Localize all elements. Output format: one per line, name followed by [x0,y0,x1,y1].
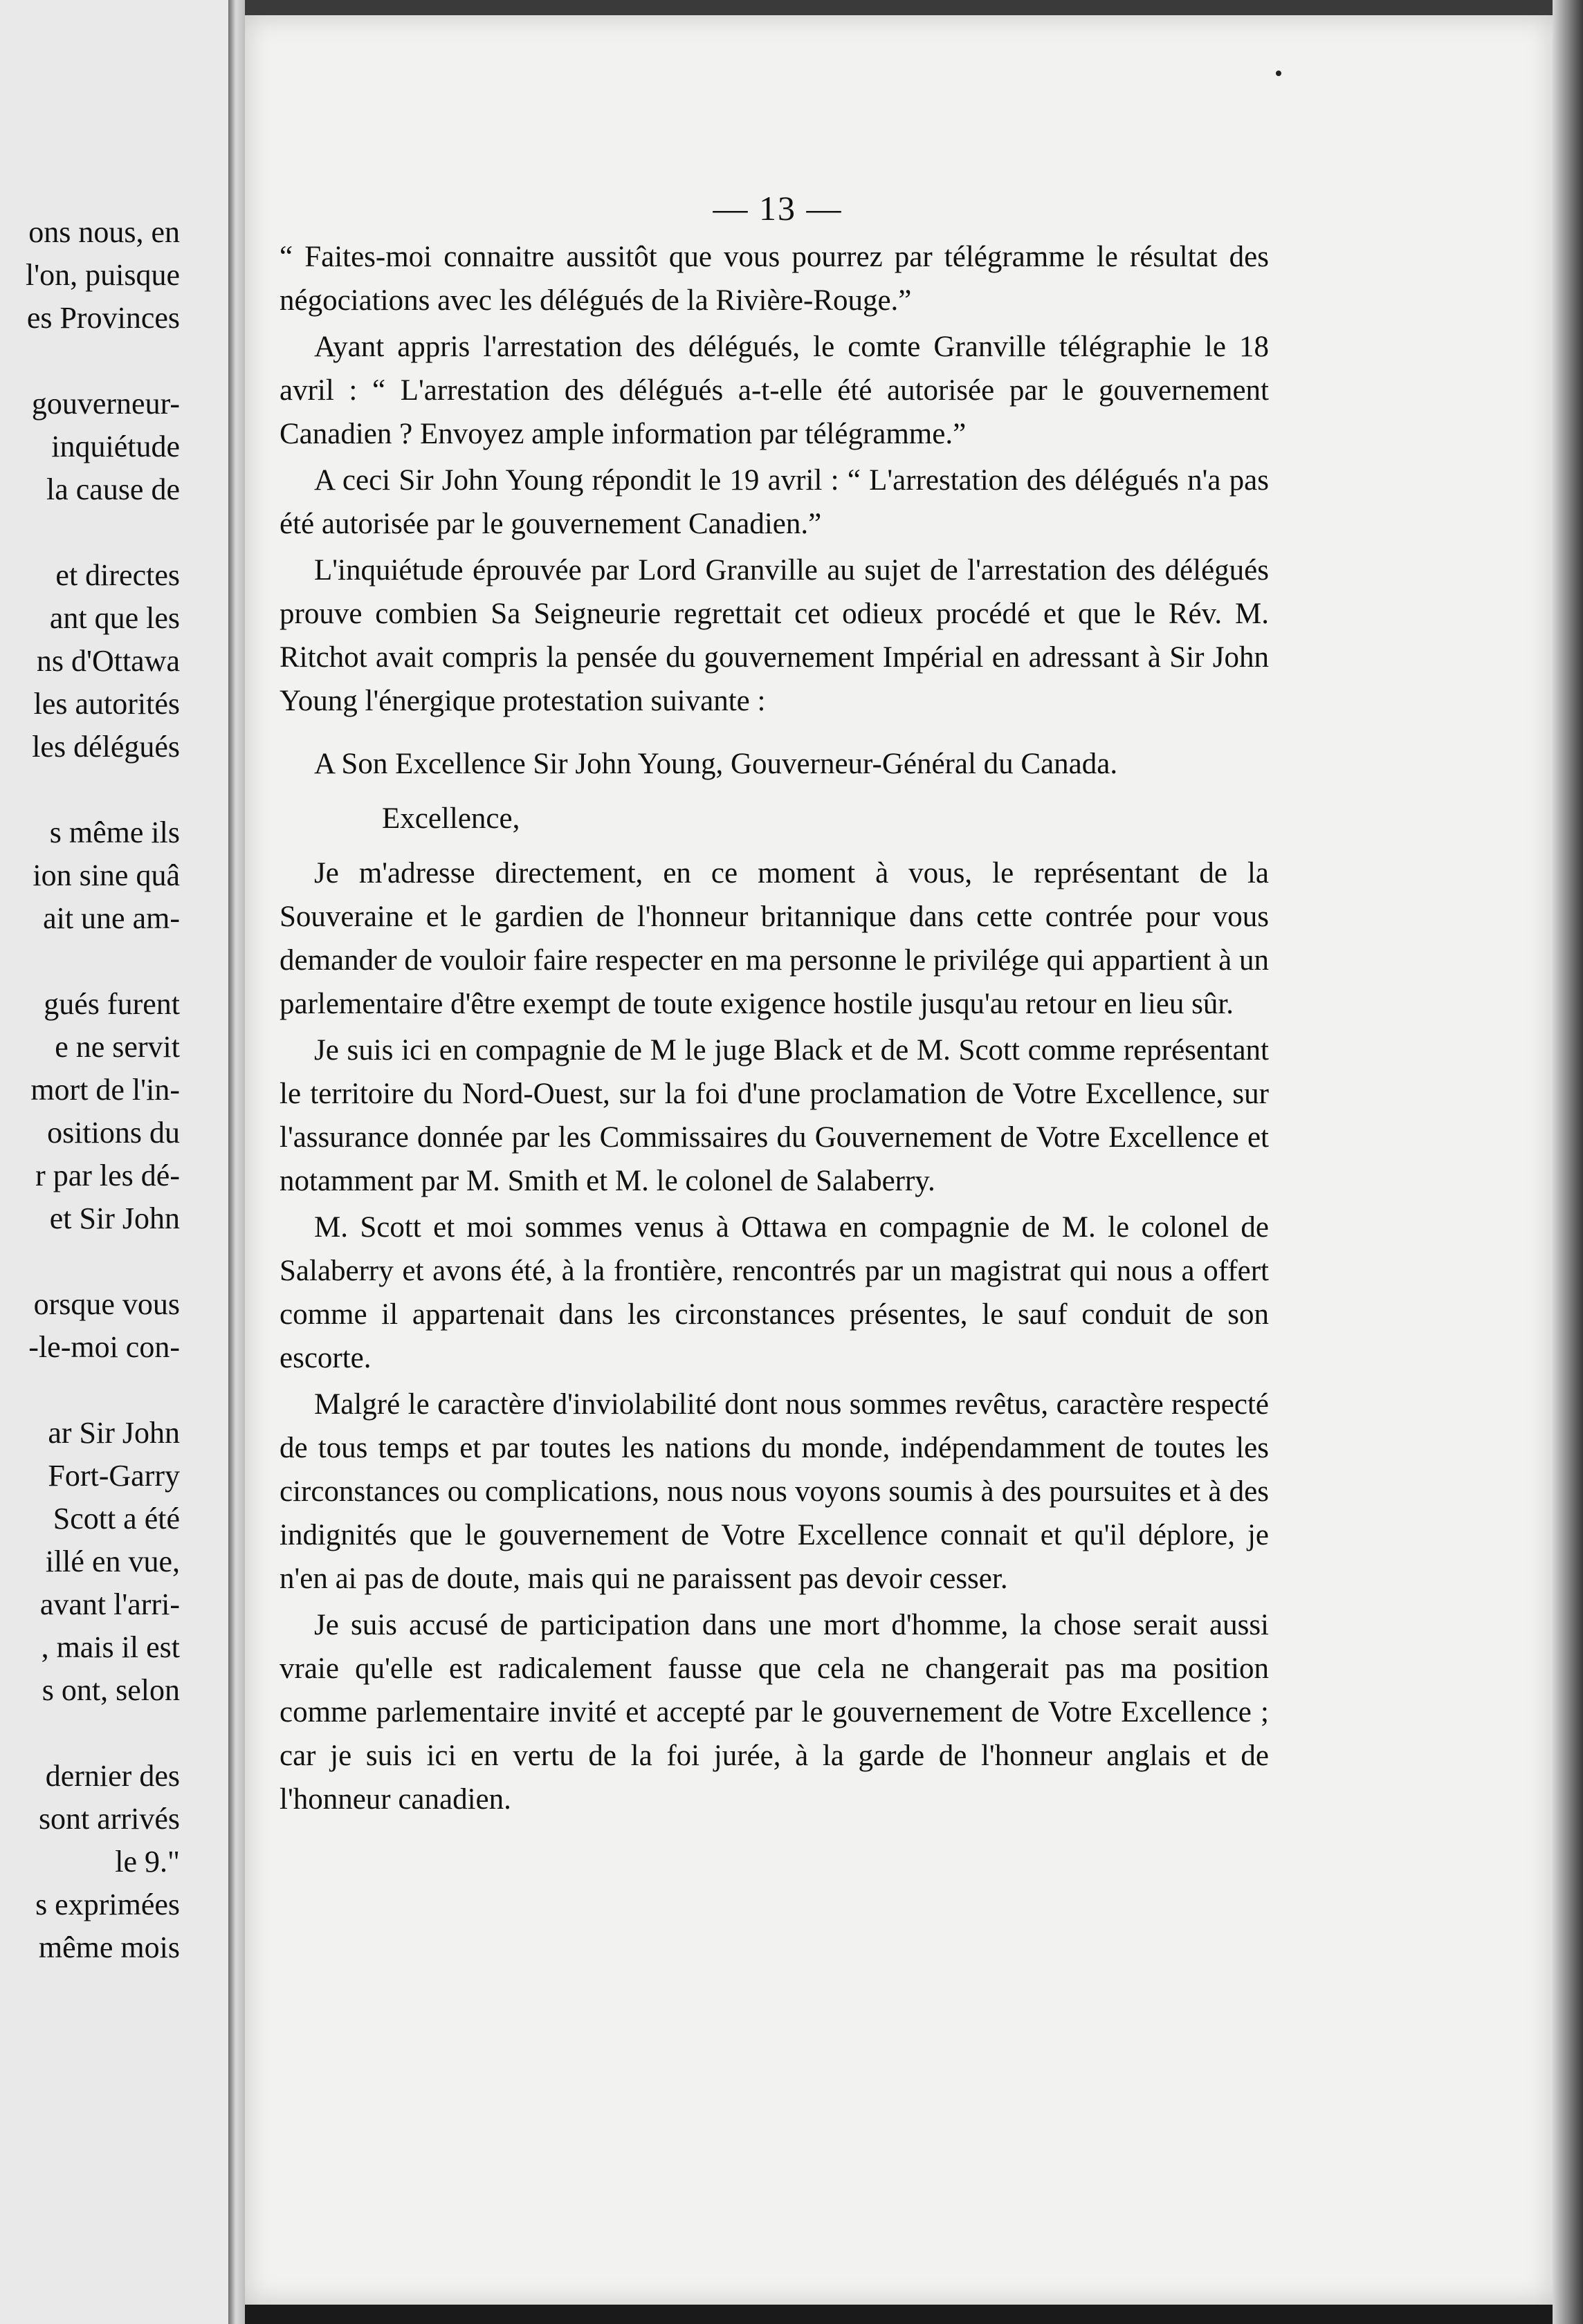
paragraph: “ Faites-moi connaitre aussitôt que vous pourrez par télégramme le résultat des négociations avec les délégués de la Rivière-Rouge.” [280,241,1269,317]
left-page-line: avant l'arri- [39,1587,180,1621]
left-page-line: Fort-Garry [48,1459,180,1493]
letter-salutation: Excellence, [382,802,520,835]
left-page-line: la cause de [46,472,180,506]
left-page-line: orsque vous [33,1287,180,1321]
left-page-line: s ont, selon [42,1673,180,1707]
left-page-line: inquiétude [51,430,180,463]
letter-paragraph: Je suis ici en compagnie de M le juge Black et de M. Scott comme représentant le territoire du Nord-Ouest, sur la foi d'une proclamation de Votre Excellence, sur l'assurance donnée par les Commissaires du Gouvernement de Votre Excellence et notamment par M. Smith et M. le colonel de Salaberry. [280,1034,1269,1197]
left-page-line: les délégués [32,730,180,764]
letter-paragraph: M. Scott et moi sommes venus à Ottawa en compagnie de M. le colonel de Salaberry et avons été, à la frontière, rencontrés par un magistrat qui nous a offert comme il appartenait dans les circonstances présentes, le sauf conduit de son escorte. [280,1211,1269,1374]
left-page-line: illé en vue, [45,1544,180,1578]
letter-paragraph: Malgré le caractère d'inviolabilité dont nous sommes revêtus, caractère respecté de tous temps et par toutes les nations du monde, indépendamment de toutes les circonstances ou complications, nous nous voyons soumis à des poursuites et à des indignités que le gouvernement de Votre Excellence connait et qu'il déplore, je n'en ai pas de doute, mais qui ne paraissent pas devoir cesser. [280,1388,1269,1595]
letter-paragraph: Je m'adresse directement, en ce moment à vous, le représentant de la Souveraine et le gardien de l'honneur britannique dans cette contrée pour vous demander de vouloir faire respecter en ma personne le privilége qui appartient à un parlementaire d'être exempt de toute exigence hostile jusqu'au retour en lieu sûr. [280,857,1269,1020]
left-page-line: s exprimées [35,1888,180,1921]
left-page-line: mort de l'in- [30,1073,180,1107]
page-gutter [228,0,245,2324]
left-page-line: et directes [55,558,180,592]
left-page-line: dernier des [45,1759,180,1793]
left-page-line: ar Sir John [48,1416,180,1450]
left-page-line: gués furent [44,987,180,1021]
left-page-line: , mais il est [41,1630,180,1664]
left-page-line: sont arrivés [38,1802,180,1836]
left-page-line: ant que les [49,601,180,635]
left-page-line: r par les dé- [35,1159,180,1192]
left-page-line: e ne servit [55,1030,180,1064]
paragraph: Ayant appris l'arrestation des délégués, le comte Granville télégraphie le 18 avril : “ L'arrestation des délégués a-t-elle été autorisée par le gouvernement Canadien ? Envoyez ample information par télégramme.” [280,331,1269,450]
body-text [280,235,1269,1821]
left-page-line: et Sir John [49,1201,180,1235]
left-page-line: le 9." [115,1845,180,1879]
left-page-line: même mois [38,1930,180,1964]
page-top-edge [245,0,1583,15]
left-page-line: gouverneur- [31,387,180,421]
paragraph: L'inquiétude éprouvée par Lord Granville au sujet de l'arrestation des délégués prouve combien Sa Seigneurie regrettait cet odieux procédé et que le Rév. M. Ritchot avait compris la pensée du gouvernement Impérial en adressant à Sir John Young l'énergique protestation suivante : [280,554,1269,717]
left-page-line: ositions du [47,1116,180,1150]
left-page-line: ait une am- [43,901,180,935]
document-page [245,15,1553,2305]
left-page-line: -le-moi con- [28,1330,180,1364]
left-page-line: ons nous, en [28,215,180,249]
left-page-line: Scott a été [53,1502,180,1536]
letter-paragraph: Je suis accusé de participation dans une mort d'homme, la chose serait aussi vraie qu'elle est radicalement fausse que cela ne changerait pas ma position comme parlementaire invité et accepté par le gouvernement de Votre Excellence ; car je suis ici en vertu de la foi jurée, à la garde de l'honneur anglais et de l'honneur canadien. [280,1609,1269,1816]
page-right-edge [1553,0,1583,2324]
protest-letter [280,742,1269,1821]
left-page-line: ion sine quâ [33,858,180,892]
page-number: — 13 — [713,189,843,228]
paragraph: A ceci Sir John Young répondit le 19 avril : “ L'arrestation des délégués n'a pas été autorisée par le gouvernement Canadien.” [280,464,1269,540]
left-page-line: les autorités [33,687,180,721]
left-page-fragment [0,0,228,2324]
left-page-line: es Provinces [26,301,180,335]
left-page-line: ns d'Ottawa [36,644,180,678]
left-page-line: l'on, puisque [25,258,180,292]
left-page-line: s même ils [49,815,180,849]
speck [1276,71,1281,76]
letter-address: A Son Excellence Sir John Young, Gouverneur-Général du Canada. [314,748,1118,780]
